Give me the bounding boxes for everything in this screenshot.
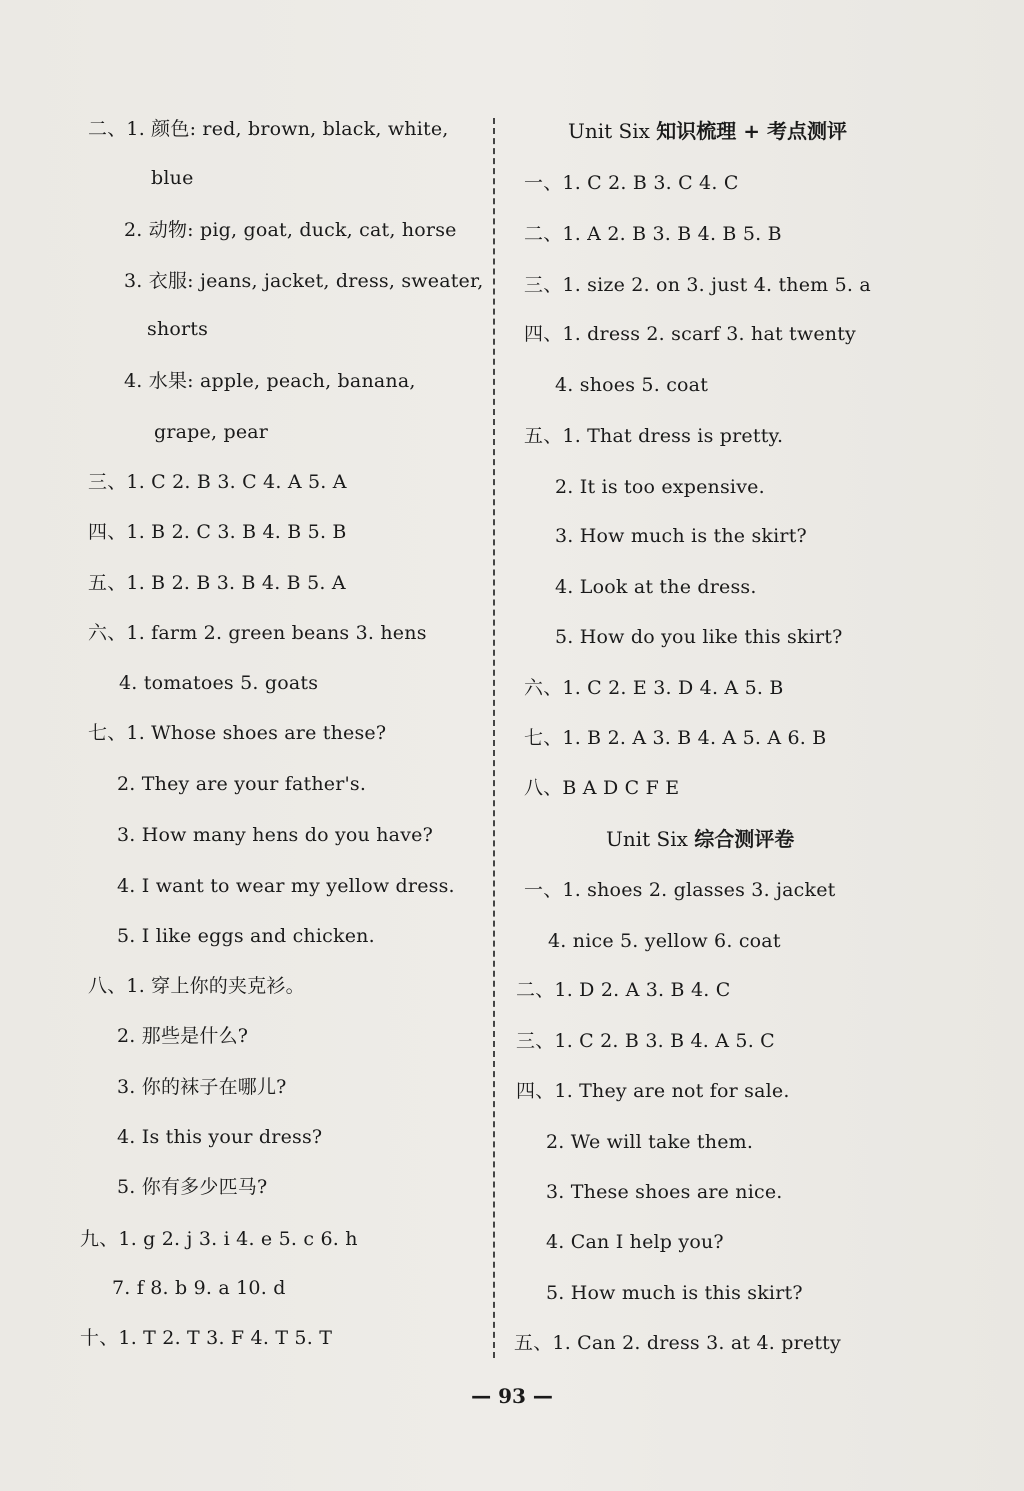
page-number-dash-right: — — [532, 1384, 553, 1408]
answer-line: 4. Look at the dress. — [555, 576, 757, 598]
page-number — [0, 1384, 1024, 1408]
answer-line: 八、B A D C F E — [524, 777, 680, 799]
page-number-dash-left: — — [471, 1384, 492, 1408]
answer-line: 十、1. T 2. T 3. F 4. T 5. T — [80, 1327, 333, 1349]
answer-line: 3. How much is the skirt? — [555, 525, 807, 547]
answer-line: 4. nice 5. yellow 6. coat — [548, 930, 781, 952]
section-title-en: Unit Six — [606, 827, 695, 851]
answer-line: shorts — [147, 318, 209, 340]
answer-line: 六、1. farm 2. green beans 3. hens — [88, 622, 427, 644]
answer-line: 3. How many hens do you have? — [117, 824, 433, 846]
answer-line: 3. 衣服: jeans, jacket, dress, sweater, — [124, 270, 484, 292]
answer-line: 4. 水果: apple, peach, banana, — [124, 370, 416, 392]
answer-line: 四、1. dress 2. scarf 3. hat twenty — [524, 323, 856, 345]
answer-line: 4. tomatoes 5. goats — [119, 672, 319, 694]
answer-line: 5. I like eggs and chicken. — [117, 925, 375, 947]
answer-line: 5. 你有多少匹马? — [117, 1176, 268, 1198]
column-divider — [493, 118, 495, 1358]
answer-line: 三、1. C 2. B 3. B 4. A 5. C — [516, 1030, 775, 1052]
answer-line: grape, pear — [154, 421, 269, 443]
answer-line: 七、1. B 2. A 3. B 4. A 5. A 6. B — [524, 727, 827, 749]
answer-line: 八、1. 穿上你的夹克衫。 — [88, 975, 305, 997]
answer-line: 五、1. That dress is pretty. — [524, 425, 784, 447]
answer-line: 一、1. shoes 2. glasses 3. jacket — [524, 879, 836, 901]
answer-line: 4. Is this your dress? — [117, 1126, 323, 1148]
answer-line: 九、1. g 2. j 3. i 4. e 5. c 6. h — [80, 1228, 358, 1250]
answer-line: 五、1. Can 2. dress 3. at 4. pretty — [514, 1332, 841, 1354]
answer-line: 3. These shoes are nice. — [546, 1181, 783, 1203]
answer-line: 二、1. 颜色: red, brown, black, white, — [88, 118, 449, 140]
answer-line: 5. How much is this skirt? — [546, 1282, 803, 1304]
answer-line: 4. I want to wear my yellow dress. — [117, 875, 455, 897]
answer-line: 4. shoes 5. coat — [555, 374, 709, 396]
answer-line: 六、1. C 2. E 3. D 4. A 5. B — [524, 677, 784, 699]
answer-line: blue — [151, 167, 194, 189]
page-number-value: 93 — [498, 1384, 526, 1408]
answer-line: 2. We will take them. — [546, 1131, 754, 1153]
section-title — [568, 118, 847, 144]
answer-line: 二、1. D 2. A 3. B 4. C — [516, 979, 731, 1001]
answer-line: 2. 动物: pig, goat, duck, cat, horse — [124, 219, 457, 241]
section-title-cn: 知识梳理 + 考点测评 — [656, 119, 847, 143]
answer-line: 三、1. size 2. on 3. just 4. them 5. a — [524, 274, 871, 296]
answer-line: 三、1. C 2. B 3. C 4. A 5. A — [88, 471, 347, 493]
answer-line: 五、1. B 2. B 3. B 4. B 5. A — [88, 572, 346, 594]
answer-line: 七、1. Whose shoes are these? — [88, 722, 387, 744]
answer-line: 7. f 8. b 9. a 10. d — [112, 1277, 286, 1299]
answer-line: 5. How do you like this skirt? — [555, 626, 843, 648]
answer-line: 3. 你的袜子在哪儿? — [117, 1076, 287, 1098]
answer-line: 2. 那些是什么? — [117, 1025, 249, 1047]
answer-line: 二、1. A 2. B 3. B 4. B 5. B — [524, 223, 782, 245]
answer-line: 四、1. They are not for sale. — [516, 1080, 790, 1102]
answer-line: 一、1. C 2. B 3. C 4. C — [524, 172, 739, 194]
answer-line: 4. Can I help you? — [546, 1231, 724, 1253]
section-title — [606, 826, 794, 852]
section-title-cn: 综合测评卷 — [694, 827, 795, 851]
answer-line: 2. It is too expensive. — [555, 476, 765, 498]
answer-line: 四、1. B 2. C 3. B 4. B 5. B — [88, 521, 347, 543]
answer-line: 2. They are your father's. — [117, 773, 367, 795]
section-title-en: Unit Six — [568, 119, 657, 143]
